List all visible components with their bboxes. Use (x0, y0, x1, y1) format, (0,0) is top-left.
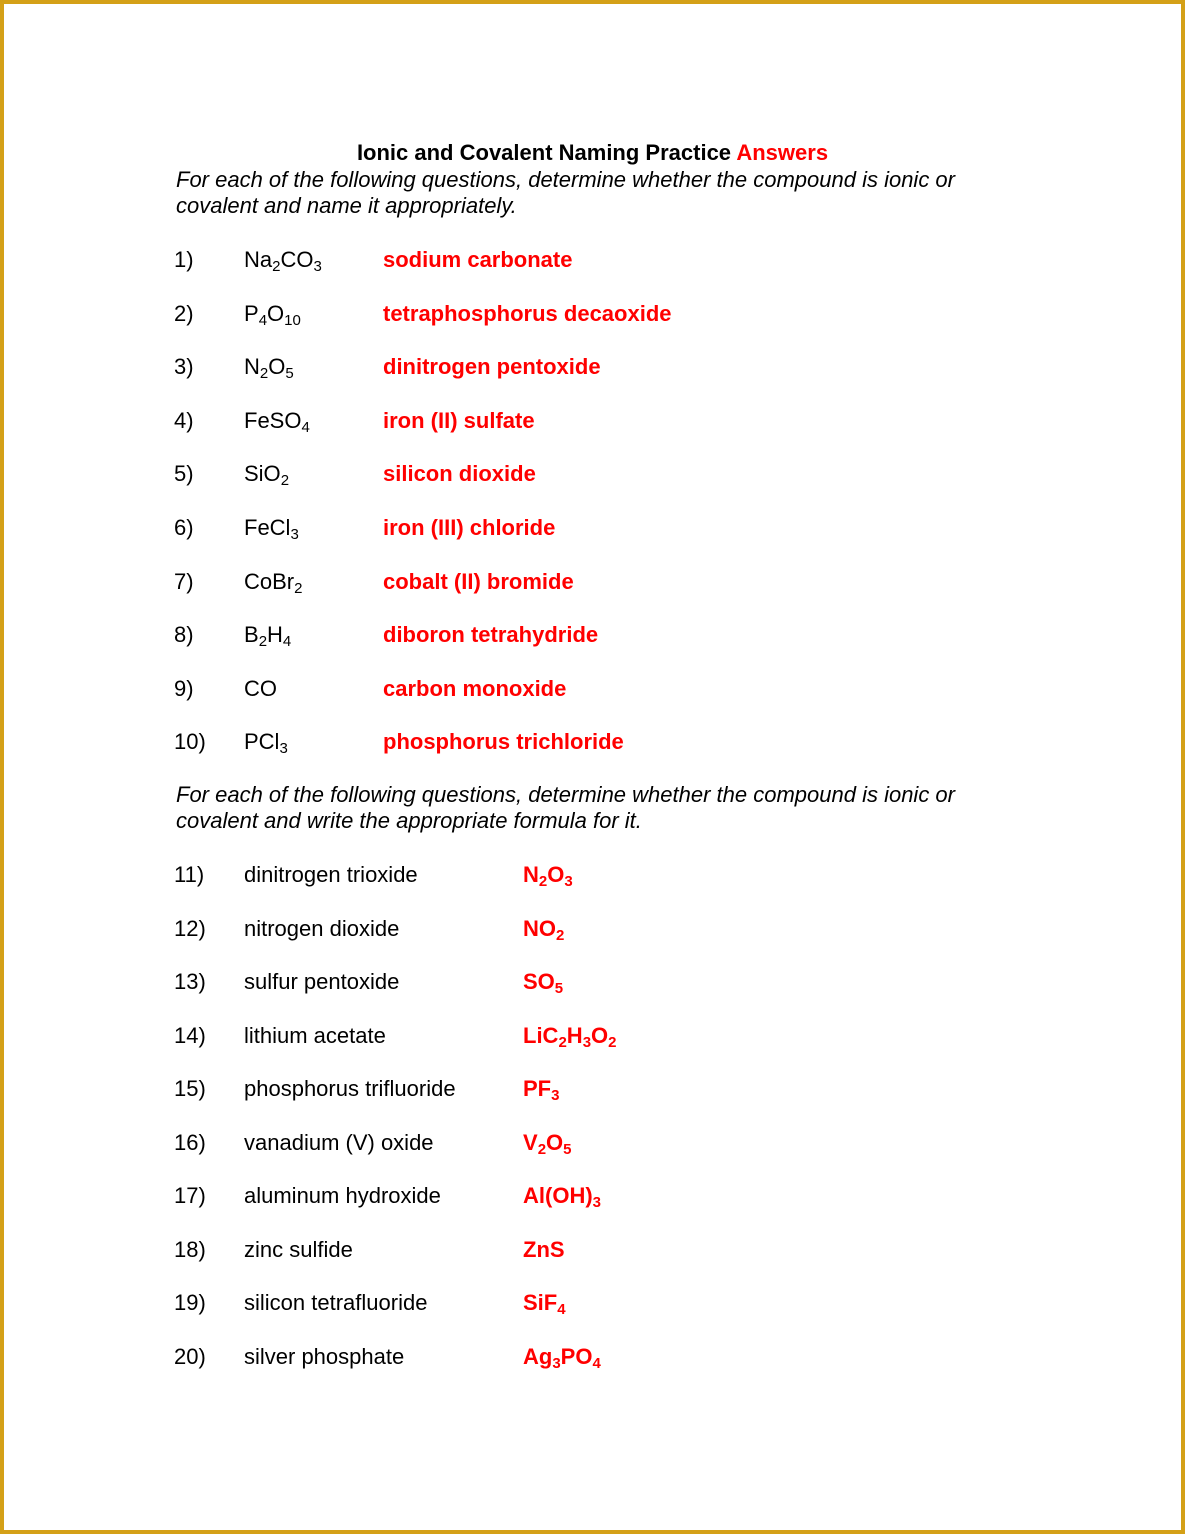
subscript: 2 (259, 365, 269, 383)
question-row (0, 1181, 1185, 1211)
question-row (0, 727, 1185, 757)
question-number: 18) (174, 1236, 206, 1262)
question-row (0, 513, 1185, 543)
subscript: 3 (552, 1354, 561, 1372)
answer-text: sodium carbonate (383, 247, 573, 272)
question-number: 16) (174, 1129, 206, 1155)
question-row (0, 245, 1185, 275)
subscript: 3 (564, 873, 573, 890)
question-text: $P_4O_{10}$ (244, 300, 301, 329)
answer-text: $V_2O_5$ (523, 1129, 572, 1158)
question-row (0, 860, 1185, 890)
question-row (0, 1021, 1185, 1051)
question-text: SiO$_2$ (244, 461, 290, 490)
subscript: 3 (592, 1194, 601, 1211)
question-row (0, 1074, 1185, 1104)
page-title (0, 140, 1185, 166)
question-text: vanadium (V) oxide (244, 1129, 434, 1155)
question-text: sulfur pentoxide (244, 969, 400, 994)
question-row (0, 1128, 1185, 1158)
question-number: 4) (174, 407, 194, 433)
answer-text: phosphorus trichloride (383, 729, 624, 755)
answer-text: $Ag_3PO_4$ (523, 1343, 601, 1372)
subscript: 3 (279, 740, 288, 758)
answer-text: tetraphosphorus decaoxide (383, 300, 672, 326)
subscript: 4 (592, 1354, 601, 1372)
answer-text: diboron tetrahydride (383, 622, 599, 648)
question-number: 5) (174, 461, 194, 487)
answer-text: $NO_2$ (523, 915, 565, 944)
question-text: FeCl$_3$ (244, 515, 299, 543)
subscript: 2 (558, 1033, 567, 1051)
question-number: 20) (174, 1343, 206, 1369)
question-number: 10) (174, 729, 206, 755)
question-row (0, 967, 1185, 997)
answer-text: $Al(OH)_3$ (523, 1183, 601, 1211)
question-text: CoBr$_2$ (244, 568, 303, 597)
subscript: 2 (258, 633, 268, 651)
question-text: silicon tetrafluoride (244, 1290, 428, 1315)
question-text: $B_2H_4$ (244, 622, 292, 651)
subscript: 4 (557, 1301, 566, 1318)
part2-instructions: For each of the following questions, determine whether the compound is ionic or covalent and write the appropriate formula for it. (176, 782, 955, 833)
question-text: lithium acetate (244, 1022, 386, 1048)
answer-text: iron (III) chloride (383, 515, 556, 540)
question-row (0, 459, 1185, 489)
title-main: Ionic and Covalent Naming Practice (356, 140, 732, 165)
answer-text: $N_2O_3$ (523, 862, 573, 890)
title-answers-label: Answers (736, 140, 829, 165)
subscript: 2 (294, 579, 303, 597)
question-number: 7) (174, 568, 194, 594)
question-number: 2) (174, 300, 194, 326)
subscript: 3 (582, 1033, 592, 1051)
subscript: 5 (554, 980, 564, 997)
question-text: CO (244, 675, 277, 701)
question-row (0, 674, 1185, 704)
question-row (0, 1342, 1185, 1372)
question-text: FeSO$_4$ (244, 407, 310, 436)
question-number: 9) (174, 675, 194, 701)
answer-text: SiF$_4$ (523, 1290, 566, 1318)
answer-text: iron (II) sulfate (383, 407, 535, 433)
subscript: 2 (280, 472, 290, 490)
question-text: PCl$_3$ (244, 729, 288, 758)
answer-text: $LiC_2H_3O_2$ (523, 1022, 617, 1051)
question-row (0, 620, 1185, 650)
question-row (0, 567, 1185, 597)
answer-text: ZnS (523, 1236, 565, 1262)
question-number: 12) (174, 915, 206, 941)
subscript: 5 (285, 365, 294, 383)
question-number: 8) (174, 622, 194, 648)
question-row (0, 1235, 1185, 1265)
question-number: 1) (174, 247, 194, 272)
question-number: 17) (174, 1183, 206, 1208)
question-number: 15) (174, 1076, 206, 1101)
question-text: dinitrogen trioxide (244, 862, 418, 887)
question-row (0, 914, 1185, 944)
question-number: 19) (174, 1290, 206, 1315)
answer-text: cobalt (II) bromide (383, 568, 574, 594)
question-row (0, 406, 1185, 436)
question-row (0, 299, 1185, 329)
answer-text: $PF_3$ (523, 1076, 560, 1104)
question-number: 13) (174, 969, 206, 994)
subscript: 5 (563, 1140, 572, 1158)
subscript: 4 (301, 418, 310, 436)
question-text: nitrogen dioxide (244, 915, 400, 941)
subscript: 2 (538, 873, 548, 890)
answer-text: dinitrogen pentoxide (383, 354, 601, 380)
question-row (0, 1288, 1185, 1318)
question-number: 3) (174, 354, 194, 380)
question-text: aluminum hydroxide (244, 1183, 441, 1208)
question-text: phosphorus trifluoride (244, 1076, 456, 1101)
part1-instructions: For each of the following questions, determine whether the compound is ionic or covalent and name it appropriately. (176, 167, 955, 218)
question-number: 11) (174, 862, 205, 887)
question-number: 14) (174, 1022, 206, 1048)
question-text: $N_2O_5$ (244, 354, 294, 383)
subscript: 4 (258, 311, 268, 329)
question-number: 6) (174, 515, 194, 540)
question-row (0, 352, 1185, 382)
question-text: silver phosphate (244, 1343, 405, 1369)
subscript: 4 (282, 633, 292, 651)
subscript: 2 (608, 1033, 617, 1051)
subscript: 2 (272, 258, 281, 275)
subscript: 2 (537, 1140, 547, 1158)
subscript: 2 (556, 926, 565, 944)
subscript: 3 (313, 258, 322, 275)
answer-text: $SO_5$ (523, 969, 564, 997)
question-text: zinc sulfide (244, 1236, 353, 1262)
subscript: 3 (551, 1087, 560, 1104)
question-text: $Na_2CO_3$ (244, 247, 322, 275)
subscript: 10 (284, 311, 301, 329)
subscript: 3 (290, 526, 299, 543)
answer-text: carbon monoxide (383, 675, 567, 701)
answer-text: silicon dioxide (383, 461, 536, 487)
